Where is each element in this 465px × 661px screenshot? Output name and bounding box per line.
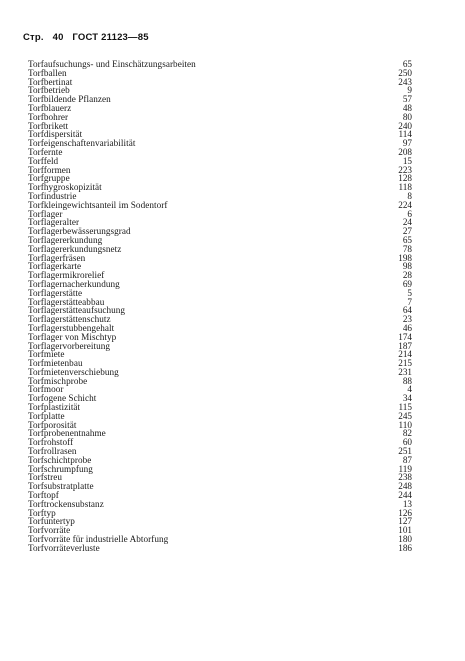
standard-code: ГОСТ 21123—85 <box>72 32 149 43</box>
index-page-number: 78 <box>402 243 412 254</box>
index-page-number: 174 <box>398 331 412 342</box>
index-page-number: 65 <box>402 234 412 245</box>
index-page-number: 15 <box>402 155 412 166</box>
index-term: Torfindustrie <box>28 190 77 201</box>
index-term: Torfeigenschaftenvariabilität <box>28 138 136 149</box>
index-page-number: 57 <box>402 94 412 105</box>
index-entry <box>28 482 412 491</box>
index-page-number: 248 <box>398 481 412 492</box>
index-term: Torfschrumpfung <box>28 463 93 474</box>
index-term: Torfplastizität <box>28 402 81 413</box>
index-term: Torfbertinat <box>28 76 73 87</box>
index-entry <box>28 280 412 289</box>
index-entry <box>28 69 412 78</box>
index-term: Torfmietenverschiebung <box>28 366 119 377</box>
index-term: Torfmietenbau <box>28 358 83 369</box>
index-entry <box>28 201 412 210</box>
index-page-number: 119 <box>398 463 412 474</box>
index-entry <box>28 509 412 518</box>
index-term: Torfformen <box>28 164 71 175</box>
index-term: Torfdispersität <box>28 129 83 140</box>
index-entry <box>28 254 412 263</box>
index-entry <box>28 78 412 87</box>
index-page-number: 198 <box>398 252 412 263</box>
index-term: Torfbrikett <box>28 120 69 131</box>
index-term: Torfgruppe <box>28 173 70 184</box>
index-term: Torfschichtprobe <box>28 454 92 465</box>
index-entry <box>28 245 412 254</box>
index-page-number: 7 <box>407 296 412 307</box>
index-term: Torfbohrer <box>28 111 69 122</box>
index-term: Torffeld <box>28 155 59 166</box>
index-term: Torfrohstoff <box>28 437 74 448</box>
index-page-number: 82 <box>402 428 412 439</box>
index-term: Torfaufsuchungs- und Einschätzungsarbeiten <box>28 59 196 69</box>
index-term: Torfvorräte für industrielle Abtorfung <box>28 534 169 545</box>
index-page-number: 251 <box>398 446 412 457</box>
index-entry <box>28 544 412 553</box>
index-term: Torfvorräte <box>28 525 71 536</box>
index-term: Torfporosität <box>28 419 77 430</box>
index-term: Torfbildende Pflanzen <box>28 94 111 105</box>
index-page-number: 187 <box>398 340 412 351</box>
index-page-number: 110 <box>398 419 412 430</box>
index-term: Torflagerbewässerungsgrad <box>28 226 131 237</box>
index-entry <box>28 412 412 421</box>
index-entry <box>28 403 412 412</box>
index-entry <box>28 465 412 474</box>
index-page-number: 27 <box>402 226 412 237</box>
index-term: Torflager von Mischtyp <box>28 331 117 342</box>
index-term: Torftyp <box>28 507 56 518</box>
page-number: 40 <box>52 32 64 43</box>
index-term: Torfrollrasen <box>28 446 77 457</box>
index-term: Torflagerkarte <box>28 261 82 272</box>
index-page-number: 208 <box>398 146 412 157</box>
index-page-number: 28 <box>402 270 412 281</box>
index-page-number: 180 <box>398 534 412 545</box>
index-page-number: 46 <box>402 322 412 333</box>
index-term: Torfmischprobe <box>28 375 88 386</box>
index-page-number: 60 <box>402 437 412 448</box>
term-index <box>28 60 412 553</box>
index-entry <box>28 342 412 351</box>
index-entry <box>28 104 412 113</box>
page-prefix: Стр. <box>23 32 44 43</box>
index-term: Torflagermikrorelief <box>28 270 105 281</box>
index-entry <box>28 95 412 104</box>
index-term: Torflagerstätte <box>28 287 83 298</box>
index-entry <box>28 517 412 526</box>
index-term: Torfvorräteverluste <box>28 542 100 553</box>
index-term: Torfprobenentnahme <box>28 428 106 439</box>
index-page-number: 64 <box>402 305 412 316</box>
index-term: Torfernte <box>28 146 63 157</box>
index-entry <box>28 438 412 447</box>
index-page-number: 80 <box>402 111 412 122</box>
index-term: Torfmoor <box>28 384 64 395</box>
index-page-number: 115 <box>398 402 412 413</box>
index-page-number: 126 <box>398 507 412 518</box>
index-term: Torflagererkundung <box>28 234 103 245</box>
index-term: Torflagerstätteaufsuchung <box>28 305 126 316</box>
index-term: Torflager <box>28 208 63 219</box>
index-entry <box>28 350 412 359</box>
index-term: Torflagerstättenschutz <box>28 314 111 325</box>
index-page-number: 224 <box>398 199 412 210</box>
index-term: Torfuntertyp <box>28 516 75 527</box>
index-page-number: 214 <box>398 349 412 360</box>
index-page-number: 5 <box>407 287 412 298</box>
index-term: Torfbetrieb <box>28 85 70 96</box>
index-page-number: 34 <box>402 393 412 404</box>
index-page-number: 244 <box>398 490 412 501</box>
page-header <box>23 32 155 43</box>
index-entry <box>28 113 412 122</box>
index-page-number: 250 <box>398 67 412 78</box>
index-entry <box>28 166 412 175</box>
index-page-number: 6 <box>407 208 412 219</box>
index-page-number: 98 <box>402 261 412 272</box>
index-term: Torfballen <box>28 67 67 78</box>
index-page-number: 223 <box>398 164 412 175</box>
index-page-number: 128 <box>398 173 412 184</box>
index-term: Torflageralter <box>28 217 80 228</box>
index-page-number: 88 <box>402 375 412 386</box>
index-page-number: 4 <box>407 384 412 395</box>
index-page-number: 231 <box>398 366 412 377</box>
index-page-number: 118 <box>398 182 412 193</box>
index-page-number: 243 <box>398 76 412 87</box>
index-term: Torflagerfräsen <box>28 252 86 263</box>
index-term: Torflagererkundungsnetz <box>28 243 122 254</box>
index-term: Torftopf <box>28 490 59 501</box>
index-term: Torfplatte <box>28 410 65 421</box>
index-term: Torfsubstratplatte <box>28 481 94 492</box>
index-term: Torfkleingewichtsanteil im Sodentorf <box>28 199 168 210</box>
index-entry <box>28 122 412 131</box>
index-page-number: 245 <box>398 410 412 421</box>
index-entry <box>28 394 412 403</box>
index-term: Torftrockensubstanz <box>28 498 104 509</box>
index-term: Torfmiete <box>28 349 65 360</box>
index-page-number: 87 <box>402 454 412 465</box>
index-page-number: 127 <box>398 516 412 527</box>
index-term: Torfblauerz <box>28 102 72 113</box>
index-page-number: 215 <box>398 358 412 369</box>
index-page-number: 9 <box>407 85 412 96</box>
index-page-number: 23 <box>402 314 412 325</box>
index-entry <box>28 377 412 386</box>
index-entry <box>28 60 412 69</box>
index-entry <box>28 500 412 509</box>
index-page-number: 8 <box>407 190 412 201</box>
index-entry <box>28 148 412 157</box>
index-term: Torfhygroskopizität <box>28 182 102 193</box>
index-page-number: 238 <box>398 472 412 483</box>
index-page-number: 186 <box>398 542 412 553</box>
index-term: Torflagerstätteabbau <box>28 296 105 307</box>
index-term: Torflagerstubbengehalt <box>28 322 115 333</box>
index-page-number: 65 <box>402 59 412 69</box>
index-term: Torfstreu <box>28 472 62 483</box>
index-term: Torfogene Schicht <box>28 393 97 404</box>
index-term: Torflagervorbereitung <box>28 340 111 351</box>
index-page-number: 97 <box>402 138 412 149</box>
index-page-number: 13 <box>402 498 412 509</box>
index-entry <box>28 183 412 192</box>
index-entry <box>28 157 412 166</box>
index-page-number: 48 <box>402 102 412 113</box>
index-entry <box>28 429 412 438</box>
index-term: Torflagernacherkundung <box>28 278 120 289</box>
index-entry <box>28 139 412 148</box>
index-page-number: 24 <box>402 217 412 228</box>
index-entry <box>28 210 412 219</box>
index-page-number: 114 <box>398 129 412 140</box>
index-page-number: 101 <box>398 525 412 536</box>
index-page-number: 240 <box>398 120 412 131</box>
index-page-number: 69 <box>402 278 412 289</box>
